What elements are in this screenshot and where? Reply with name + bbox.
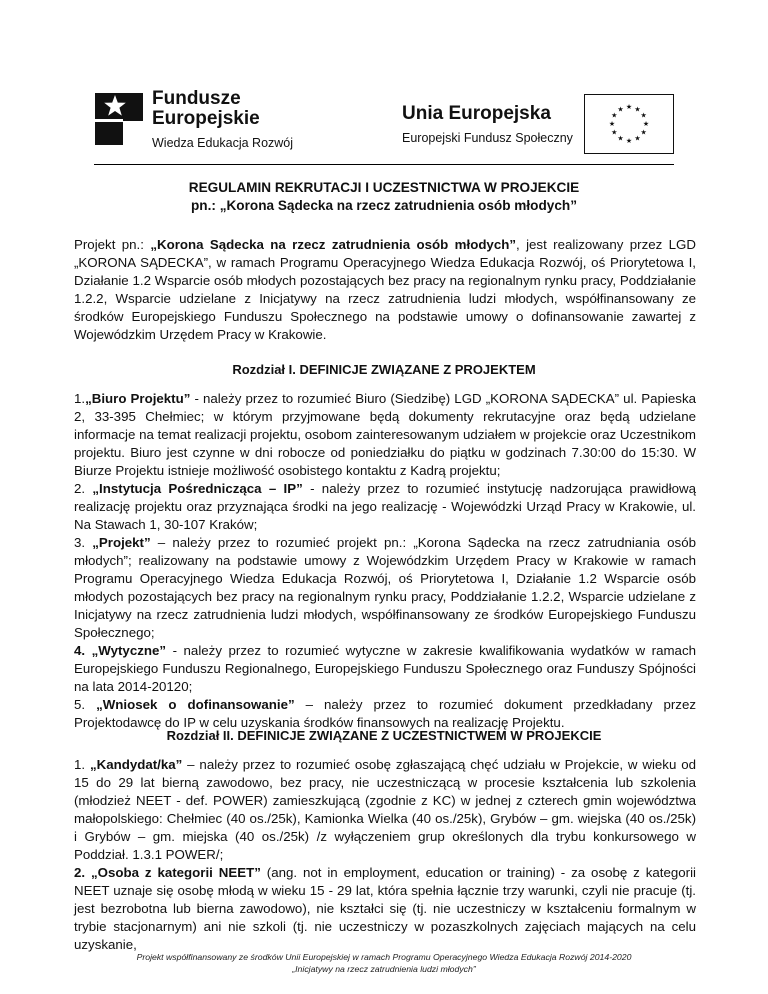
definition-term: „Wniosek o dofinansowanie”: [96, 697, 295, 712]
svg-text:★: ★: [617, 134, 624, 143]
header-divider: [94, 164, 674, 165]
definition-number: 2.: [74, 481, 93, 496]
intro-prefix: Projekt pn.:: [74, 237, 151, 252]
svg-text:★: ★: [611, 111, 618, 120]
logo-header: [0, 0, 768, 170]
svg-text:★: ★: [625, 137, 633, 145]
definition-item: [74, 864, 696, 954]
footer-line2: „Inicjatywy na rzecz zatrudnienia ludzi młodych”: [292, 964, 476, 974]
fundusze-europejskie-logo-icon: [93, 87, 145, 149]
svg-text:★: ★: [642, 120, 650, 128]
definition-term: „Projekt”: [92, 535, 151, 550]
section1-heading: Rozdział I. DEFINICJE ZWIĄZANE Z PROJEKTEM: [232, 362, 536, 377]
definition-term: „Instytucja Pośrednicząca – IP”: [92, 481, 303, 496]
fundusze-europejskie-text: [152, 89, 293, 151]
definition-item: [74, 534, 696, 642]
definition-number: 3.: [74, 535, 93, 550]
definition-text: – należy przez to rozumieć dokument przedkładany przez Projektodawcę do IP w celu uzyskania środków finansowych na realizację Projektu.: [74, 697, 696, 730]
fe-logo-program: Wiedza Edukacja Rozwój: [152, 136, 294, 150]
definition-number: 1.: [74, 391, 86, 406]
definition-text: - należy przez to rozumieć wytyczne w zakresie kwalifikowania wydatków w ramach Europejskiego Funduszu Regionalnego, Europejskiego Funduszu Społecznego oraz Funduszy Spójności na lata 2014-20120;: [74, 643, 696, 694]
svg-text:★: ★: [611, 128, 618, 137]
eu-flag-icon: [584, 94, 674, 154]
definition-number: 4.: [74, 643, 92, 658]
document-subtitle: pn.: „Korona Sądecka na rzecz zatrudnienia osób młodych”: [191, 198, 577, 213]
svg-text:★: ★: [640, 111, 647, 120]
fe-logo-line1: Fundusze: [152, 88, 241, 109]
unia-europejska-text: [402, 103, 573, 145]
ue-logo-name: Unia Europejska: [402, 103, 551, 124]
definition-number: 1.: [74, 757, 90, 772]
document-title: REGULAMIN REKRUTACJI I UCZESTNICTWA W PROJEKCIE: [188, 180, 580, 195]
definition-text: – należy przez to rozumieć osobę zgłaszającą chęć udziału w Projekcie, w wieku od 15 do 29 lat bierną zawodowo, bez pracy, nie uczestniczącą w procesie kształcenia lub szkolenia (młodzież NEET - def. POWER) zamieszkującą (zgodnie z KC) w jednej z czterech gmin województwa małopolskiego: Chełmiec (40 os./25k), Kamionka Wielka (40 os./25k), Grybów – gm. wiejska (40 os./25k) i Grybów – gm. miejska (40 os./25k) /z wyłączeniem grup określonych dla trybu konkursowego w Poddział. 1.3.1 POWER/;: [74, 757, 696, 862]
svg-text:★: ★: [634, 134, 641, 143]
fe-logo-line2: Europejskie: [152, 108, 260, 129]
definition-text: - należy przez to rozumieć instytucję nadzorująca prawidłową realizację projektu oraz przyznająca środki na jego realizację - Wojewódzki Urząd Pracy w Krakowie, ul. Na Stawach 1, 30-107 Kraków;: [74, 481, 696, 532]
definition-text: - należy przez to rozumieć Biuro (Siedzibę) LGD „KORONA SĄDECKA” ul. Papieska 2, 33-395 Chełmiec; w którym przyjmowane będą dokumenty rekrutacyjne oraz będą udzielane informacje na temat realizacji projektu, osobom zainteresowanym udziałem w projekcie oraz Uczestnikom projektu. Biuro jest czynne w dni robocze od poniedziałku do piątku w godzinach 7.30:00 do 15:30. W Biurze Projektu istnieje możliwość osobistego kontaktu z Kadrą projektu;: [74, 391, 696, 478]
definition-text: – należy przez to rozumieć projekt pn.: „Korona Sądecka na rzecz zatrudniania osób młodych”; realizowany na podstawie umowy z Wojewódzkim Urzędem Pracy w Krakowie w ramach Programu Operacyjnego Wiedza Edukacja Rozwój, oś Priorytetowa I, Działanie 1.2 Wsparcie osób młodych pozostających bez pracy na regionalnym rynku pracy, Poddziałanie 1.2.2, Wsparcie udzielane z Inicjatywy na rzecz zatrudnienia ludzi młodych, współfinansowany ze środków Europejskiego Funduszu Społecznego;: [74, 535, 696, 640]
svg-text:★: ★: [617, 105, 624, 114]
definition-number: 5.: [74, 697, 97, 712]
definition-item: [74, 390, 696, 480]
definition-item: [74, 696, 696, 732]
footer-line1: Projekt współfinansowany ze środków Unii Europejskiej w ramach Programu Operacyjnego Wiedza Edukacja Rozwój 2014-2020: [136, 952, 632, 962]
svg-text:★: ★: [634, 105, 641, 114]
intro-project-name: „Korona Sądecka na rzecz zatrudnienia osób młodych”: [150, 237, 516, 252]
definition-item: [74, 480, 696, 534]
ue-logo-fund: Europejski Fundusz Społeczny: [402, 131, 573, 145]
definition-term: „Kandydat/ka”: [89, 757, 183, 772]
definition-item: [74, 756, 696, 864]
definition-number: 2.: [74, 865, 91, 880]
svg-text:★: ★: [608, 120, 616, 128]
definition-term: „Biuro Projektu”: [85, 391, 191, 406]
definition-item: [74, 642, 696, 696]
definition-term: „Osoba z kategorii NEET”: [90, 865, 261, 880]
section2-definitions: [74, 756, 696, 954]
intro-text: , jest realizowany przez LGD „KORONA SĄDECKA”, w ramach Programu Operacyjnego Wiedza Edukacja Rozwój, oś Priorytetowa I, Działanie 1.2 Wsparcie osób młodych pozostających bez pracy na regionalnym rynku pracy, Poddziałanie 1.2.2, Wsparcie udzielane z Inicjatywy na rzecz zatrudnienia ludzi młodych, współfinansowany ze środków Europejskiego Funduszu Społecznego na podstawie umowy o dofinansowanie zawartej z Wojewódzkim Urzędem Pracy w Krakowie.: [74, 237, 697, 342]
section1-definitions: [74, 390, 696, 732]
svg-text:★: ★: [640, 128, 647, 137]
definition-text: (ang. not in employment, education or training) - za osobę z kategorii NEET uznaje się osobę młodą w wieku 15 - 29 lat, która spełnia łącznie trzy warunki, czyli nie pracuje (tj. jest bezrobotna lub bierna zawodowo), nie kształci się (tj. nie uczestniczy w kształceniu formalnym w trybie stacjonarnym) ani nie szkoli (tj. nie uczestniczy w pozaszkolnych zajęciach mających na celu uzyskanie,: [74, 865, 696, 952]
section2-heading: Rozdział II. DEFINICJE ZWIĄZANE Z UCZESTNICTWEM W PROJEKCIE: [166, 728, 602, 743]
svg-text:★: ★: [625, 103, 633, 111]
definition-term: „Wytyczne”: [91, 643, 167, 658]
intro-paragraph: [74, 236, 696, 344]
